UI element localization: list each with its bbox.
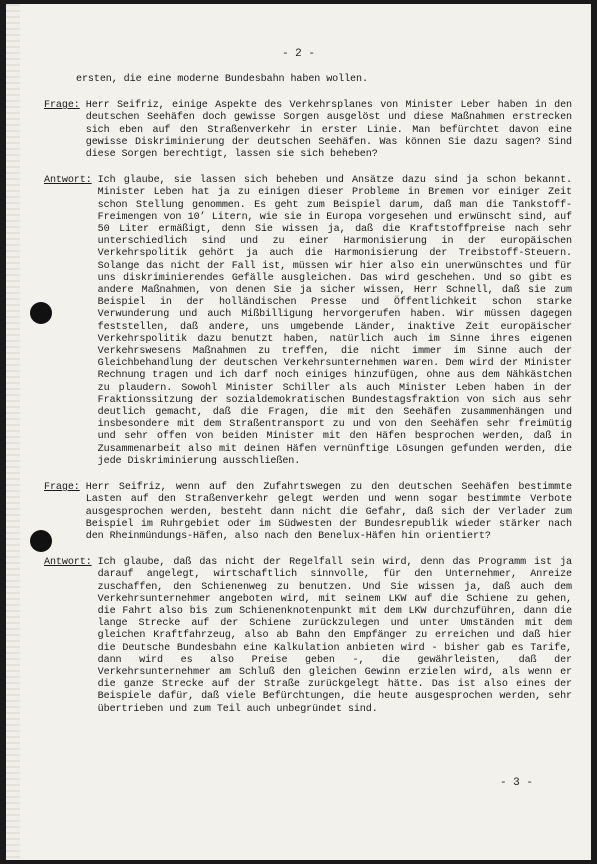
question-text: Herr Seifriz, wenn auf den Zufahrtswegen zu den deutschen Seehäfen bestimmte Lasten auf den Straßenverkehr gelegt werden und wenn sogar bestimmte Verbote ausgesprochen werden, besteht dann nicht die Gefahr, daß sich der Verlader zum Beispiel im Ruhrgebiet oder im Südwesten der Bundesrepublik wieder stärker nach den Rheinmündungs-Häfen, also nach den Benelux-Häfen hin orientiert?: [85, 482, 572, 542]
question-label: Frage:: [44, 482, 80, 494]
question-label: Frage:: [44, 100, 80, 112]
next-page-marker: - 3 -: [499, 777, 533, 789]
question-block: [44, 100, 572, 161]
question-text: Herr Seifriz, einige Aspekte des Verkehrsplanes von Minister Leber haben in den deutschen Seehäfen doch gewisse Sorgen ausgelöst und diese Maßnahmen erstrecken sich eben auf den Straßenverkehr in erster Linie. Man befürchtet davon eine gewisse Diskriminierung der deutschen Seehäfen. Was können Sie dazu sagen? Sind diese Sorgen berechtigt, lassen sie sich beheben?: [85, 100, 572, 161]
intro-line: ersten, die eine moderne Bundesbahn haben wollen.: [76, 74, 368, 85]
scan-edge-texture: [6, 4, 20, 860]
answer-text: Ich glaube, daß das nicht der Regelfall sein wird, denn das Programm ist ja darauf angelegt, wirtschaftlich sinnvolle, für den Unternehmer, Anreize zuschaffen, den Schienenweg zu benutzen. Und Sie wissen ja, daß auch dem Verkehrsunternehmer angeboten wird, mit seinem LKW auf die Schiene zu gehen, die Fahrt also bis zum Schienenknotenpunkt mit dem LKW durchzuführen, dann die lange Strecke auf der Schiene zurückzulegen und unter Umständen mit dem gleichen Kraftfahrzeug, also ab Bahn den Empfänger zu erreichen und daß hier die Deutsche Bundesbahn eine Kalkulation anbieten wird - bisher gab es Tarife, dann wird es also Preise geben -, die gewährleisten, daß der Verkehrsunternehmer am Schluß den gleichen Gewinn erzielen wird, als wenn er die ganze Strecke auf der Straße zurückgelegt hätte. Das ist also eines der Beispiele dafür, daß viele Befürchtungen, die heute ausgesprochen werden, sehr übertrieben und zum Teil auch unbegründet sind.: [97, 557, 572, 715]
answer-block: [44, 557, 572, 716]
answer-text: Ich glaube, sie lassen sich beheben und Ansätze dazu sind ja schon bekannt. Minister Leben hat ja zu einigen dieser Probleme in Bremen vor einiger Zeit schon Stellung genommen. Es geht zum Beispiel darum, daß man die Tankstoff-Freimengen von 10’ Litern, wie sie in Europa vorgesehen und erwünscht sind, auf 50 Liter ermäßigt, denn Sie wissen ja, daß die Kraftstoffpreise nach sehr unterschiedlich sind und zu einer Harmonisierung in der europäischen Verkehrspolitik gehört ja auch die Harmonisierung der Treibstoff-Steuern. Solange das nicht der Fall ist, müssen wir hier also ein unerwünschtes und für uns diskriminierendes Gefälle ausgleichen. Das wird geschehen. Und so gibt es andere Maßnahmen, von denen Sie ja sicher wissen, Herr Schnell, daß sie zum Beispiel in der holländischen Presse und Öffentlichkeit schon starke Verwunderung und auch Mißbilligung hervorgerufen haben. Wir müssen dagegen feststellen, daß andere, uns umgebende Länder, inaktive Zeit europäischer Verkehrspolitik dazu benutzt haben, natürlich auch im Sinne ihres eigenen Verkehrswesens Maßnahmen zu treffen, die nicht immer im Sinne auch der Gleichbehandlung der deutschen Verkehrsunternehmen waren. Dem wird der Minister Rechnung tragen und ich darf noch einiges hinzufügen, ohne aus dem Nähkästchen zu plaudern. Sowohl Minister Schiller als auch Minister Leben haben in der Fraktionssitzung der sozialdemokratischen Bundestagsfraktion von sich aus sehr deutlich gemacht, daß die Fragen, die mit den Seehäfen zusammenhängen und insbesondere mit dem Straßentransport zu und von den Seehäfen sehr freimütig und sehr offen von beiden Minister mit den Häfen besprochen werden, daß in Zusammenarbeit also mit deinen Häfen vernünftige Lösungen gefunden werden, die jede Diskriminierung ausschließen.: [97, 175, 572, 467]
question-block: [44, 482, 572, 543]
answer-label: Antwort:: [44, 175, 92, 187]
document-page: [6, 4, 591, 860]
document-body: [44, 46, 572, 716]
answer-block: [44, 175, 572, 468]
page-number: - 2 -: [281, 48, 315, 60]
answer-label: Antwort:: [44, 557, 92, 569]
